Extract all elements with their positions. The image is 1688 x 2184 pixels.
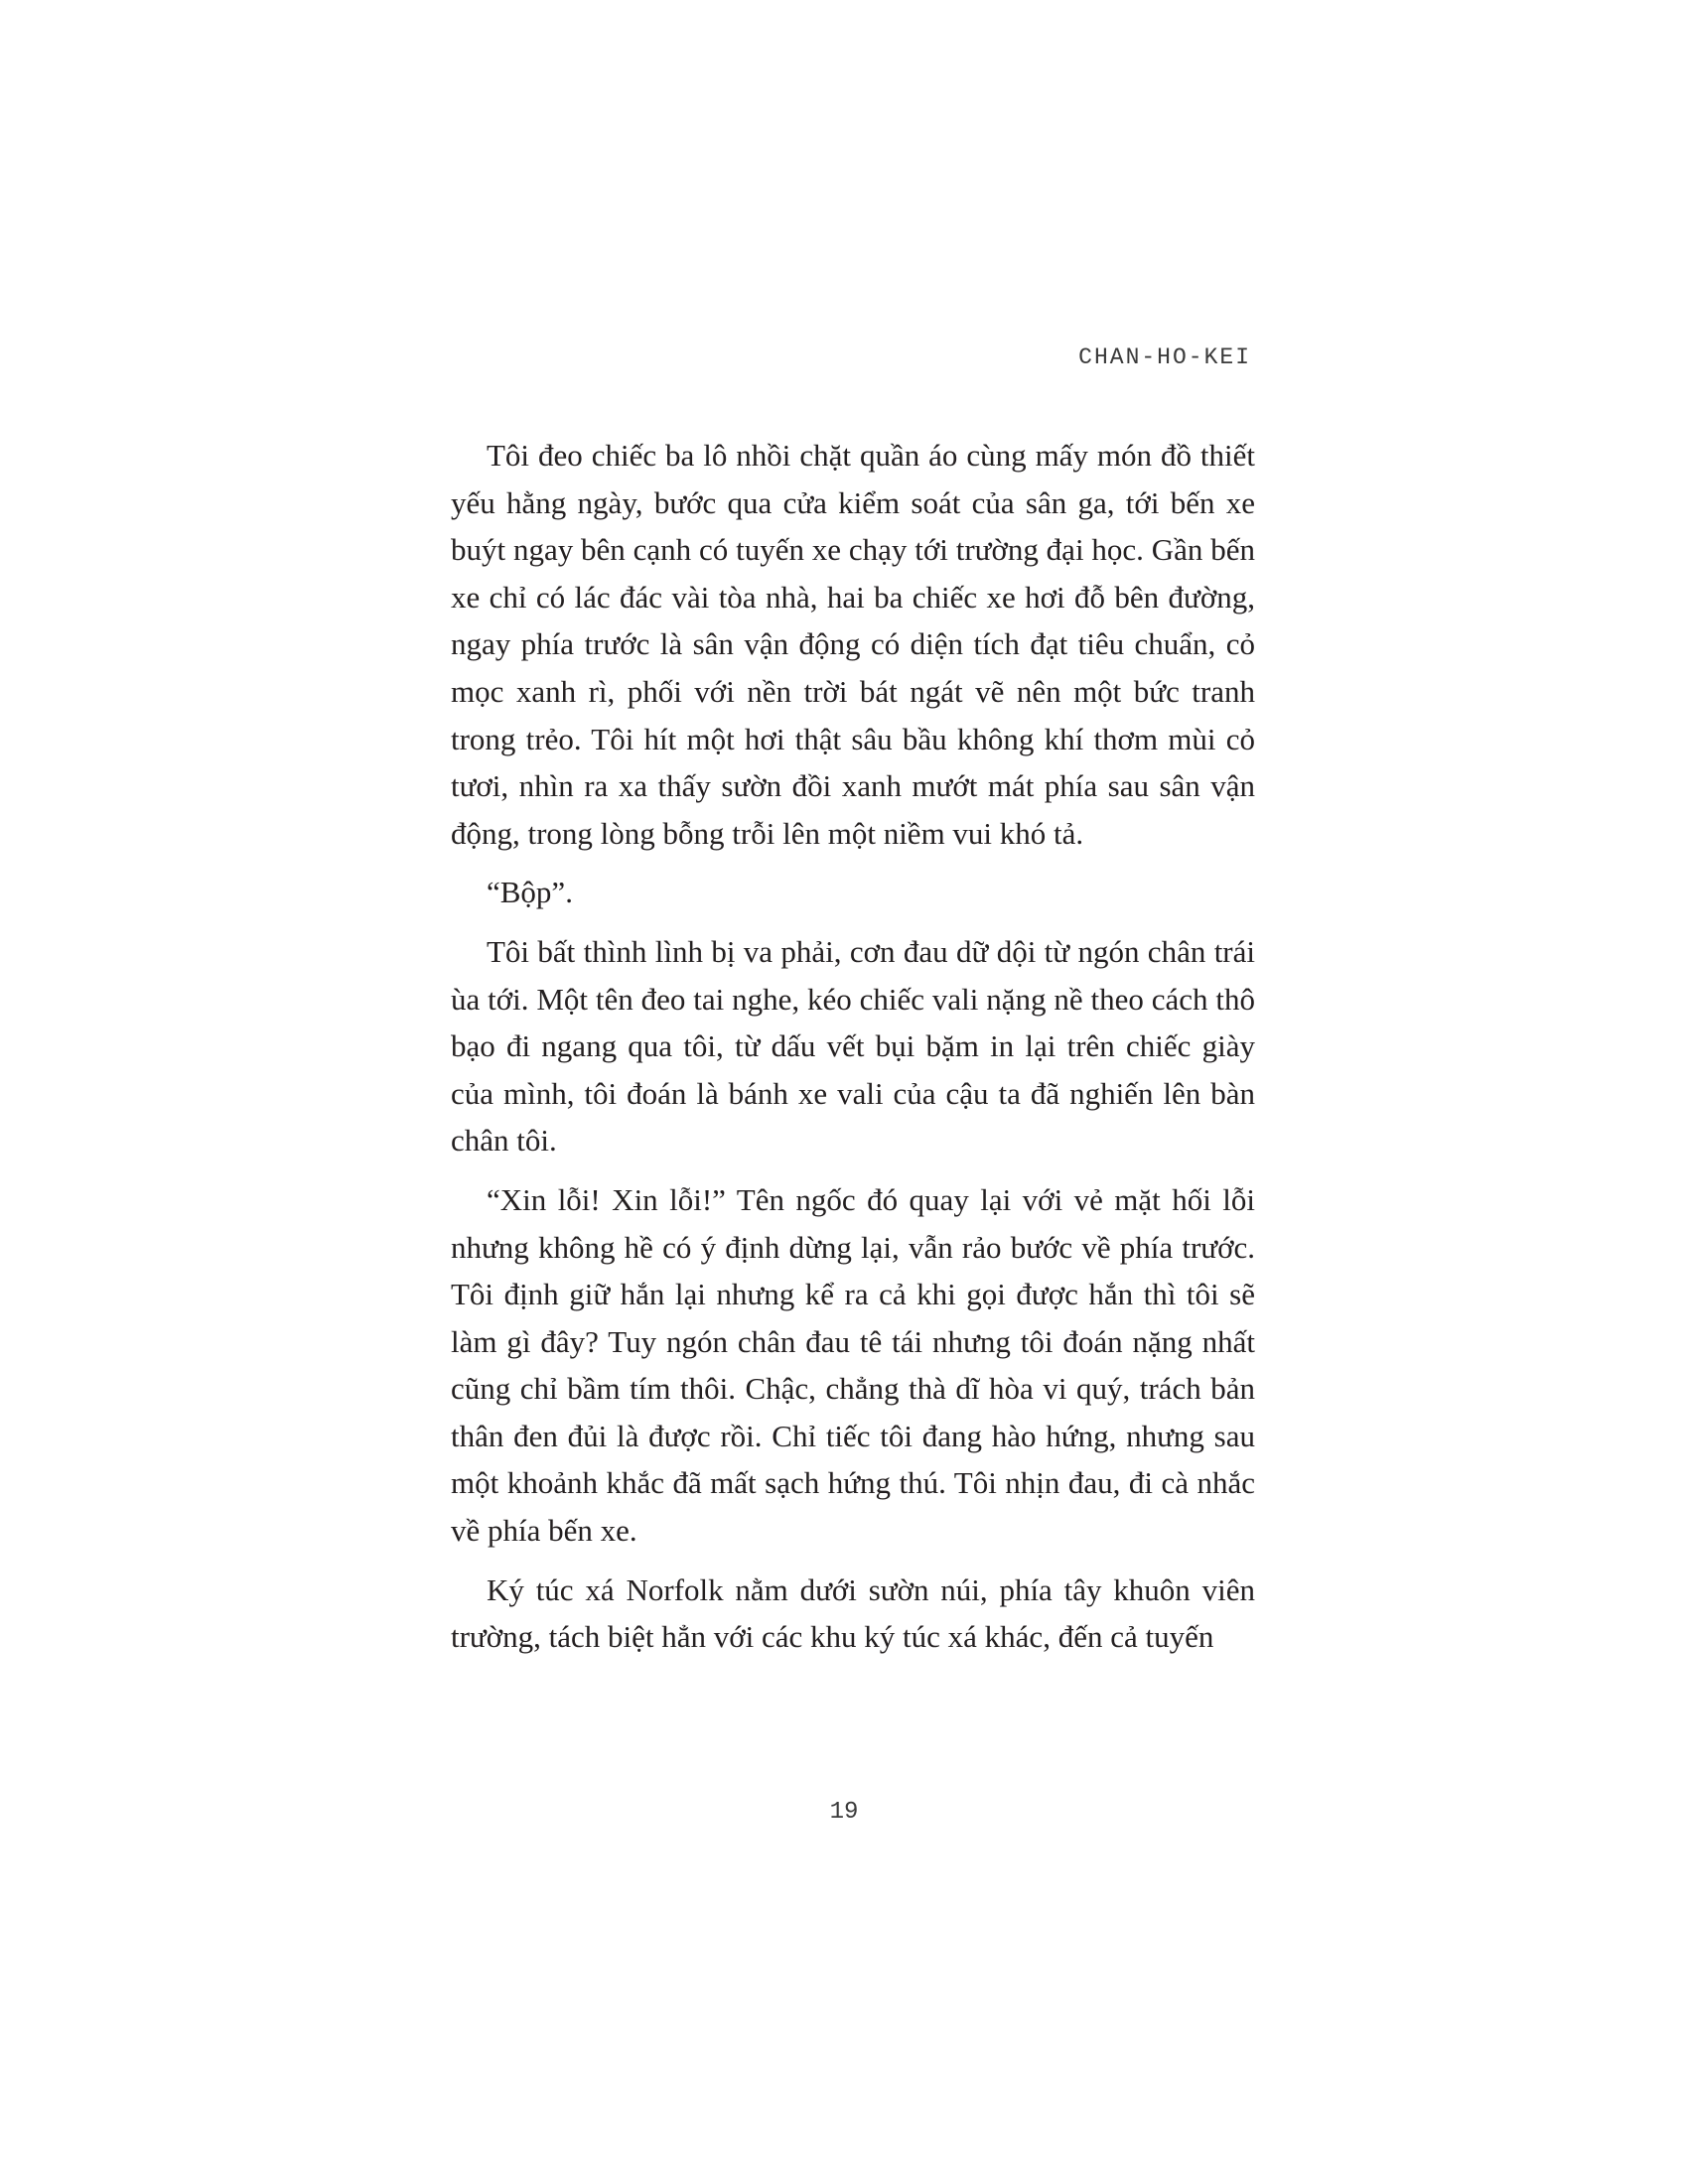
running-header: CHAN-HO-KEI — [1078, 344, 1251, 370]
paragraph: “Xin lỗi! Xin lỗi!” Tên ngốc đó quay lại với vẻ mặt hối lỗi nhưng không hề có ý định dừng lại, vẫn rảo bước về phía trước. Tôi định giữ hắn lại nhưng kể ra cả khi gọi được hắn thì tôi sẽ làm gì đây? Tuy ngón chân đau tê tái nhưng tôi đoán nặng nhất cũng chỉ bầm tím thôi. Chậc, chẳng thà dĩ hòa vi quý, trách bản thân đen đủi là được rồi. Chỉ tiếc tôi đang hào hứng, nhưng sau một khoảnh khắc đã mất sạch hứng thú. Tôi nhịn đau, đi cà nhắc về phía bến xe. — [451, 1181, 1255, 1549]
page-number: 19 — [829, 1799, 859, 1826]
paragraph: Tôi bất thình lình bị va phải, cơn đau dữ dội từ ngón chân trái ùa tới. Một tên đeo tai nghe, kéo chiếc vali nặng nề theo cách thô bạo đi ngang qua tôi, từ dấu vết bụi bặm in lại trên chiếc giày của mình, tôi đoán là bánh xe vali của cậu ta đã nghiến lên bàn chân tôi. — [451, 933, 1255, 1159]
paragraph: Tôi đeo chiếc ba lô nhồi chặt quần áo cùng mấy món đồ thiết yếu hằng ngày, bước qua cửa kiểm soát của sân ga, tới bến xe buýt ngay bên cạnh có tuyến xe chạy tới trường đại học. Gần bến xe chỉ có lác đác vài tòa nhà, hai ba chiếc xe hơi đỗ bên đường, ngay phía trước là sân vận động có diện tích đạt tiêu chuẩn, cỏ mọc xanh rì, phối với nền trời bát ngát vẽ nên một bức tranh trong trẻo. Tôi hít một hơi thật sâu bầu không khí thơm mùi cỏ tươi, nhìn ra xa thấy sườn đồi xanh mướt mát phía sau sân vận động, trong lòng bỗng trỗi lên một niềm vui khó tả. — [451, 438, 1255, 851]
paragraph: Ký túc xá Norfolk nằm dưới sườn núi, phía tây khuôn viên trường, tách biệt hẳn với các khu ký túc xá khác, đến cả tuyến — [451, 1571, 1255, 1655]
body-text — [451, 432, 1255, 1673]
paragraph: “Bộp”. — [487, 875, 573, 910]
